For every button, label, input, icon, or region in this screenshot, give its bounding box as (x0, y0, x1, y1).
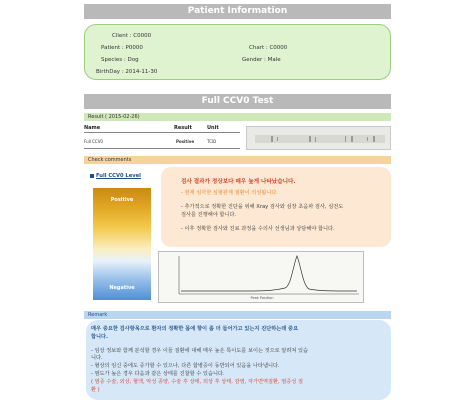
peak-graph (158, 251, 364, 303)
remark-highlight-2: 환 ) (91, 387, 100, 393)
col-unit-header: Unit (207, 125, 219, 131)
remark-headline-2: 합니다. (91, 334, 109, 340)
gender-field: Gender : Male (242, 57, 281, 63)
patient-info-box (84, 24, 391, 80)
level-bullet-icon (90, 174, 94, 178)
remark-item-2: - 혈상의 임신 중에도 증가할 수 있으나, 다른 합병증이 동반되어 있음을 나타냅니다. (91, 363, 280, 369)
species-field: Species : Dog (101, 57, 139, 63)
test-header: Full CCV0 Test (84, 94, 391, 109)
table-header-divider (84, 132, 240, 133)
row-result-cell: Positive (176, 139, 195, 144)
remark-box (86, 320, 391, 400)
table-bottom-divider (84, 148, 240, 149)
comment-box (161, 167, 391, 247)
patient-info-header: Patient Information (84, 4, 391, 19)
remark-highlight-1: ( 염증 수술, 외상, 혈액, 악성 종양, 수술 후 상태, 외상 후 상태, 감염, 자가면역질환, 염증성 질 (91, 379, 303, 385)
remark-item-3: - 염도가 높은 경우 다음과 같은 상태를 진찰할 수 있습니다. (91, 371, 225, 377)
test-strip-image (246, 126, 391, 150)
graph-curve (181, 256, 357, 291)
comment-item-2: - 추가적으로 정확한 진단을 위해 Xray 검사와 심장 초음파 검사, 심전도 (181, 204, 344, 210)
negative-label: Negative (109, 285, 135, 291)
remark-headline-1: 매우 중요한 검사항목으로 환자의 정확한 몸에 향이 좀 더 들어가고 있는지 진단하는데 중요 (91, 326, 299, 332)
result-section-bar: Result ( 2015-02-26) (84, 113, 391, 121)
col-name-header: Name (84, 125, 101, 131)
comment-item-3: - 이후 정확한 검사와 진료 과정을 수의사 선생님과 상담해야 합니다. (181, 226, 335, 232)
comment-item-1: - 현재 심각한 심혈관계 질환이 의심됩니다. (181, 190, 278, 196)
row-unit-cell: TCID (207, 139, 217, 144)
birthday-field: BirthDay : 2014-11-30 (96, 69, 158, 75)
comment-headline: 검사 결과가 정상보다 매우 높게 나타났습니다. (181, 179, 296, 185)
chart-field: Chart : C0000 (249, 45, 288, 51)
col-result-header: Result (174, 125, 192, 131)
remark-section-bar: Remark (84, 311, 391, 319)
client-field: Client : C0000 (112, 33, 152, 39)
level-title-text: Full CCV0 Level (96, 173, 141, 179)
patient-field: Patient : P0000 (101, 45, 143, 51)
comment-item-2b: 검사를 진행해야 합니다. (181, 212, 237, 218)
check-comments-bar: Check comments (84, 156, 391, 164)
level-gradient-bar (93, 188, 151, 300)
remark-item-1: - 임상 정보와 함께 분석할 경우 이들 질환에 대해 매우 높은 특이도를 보이는 것으로 알려져 있습 (91, 348, 309, 354)
positive-label: Positive (110, 197, 134, 203)
level-title (90, 173, 141, 179)
graph-x-label: Peak Position (250, 296, 274, 300)
row-name-cell: Full CCV0 (84, 139, 103, 144)
remark-item-1b: 니다. (91, 355, 103, 361)
